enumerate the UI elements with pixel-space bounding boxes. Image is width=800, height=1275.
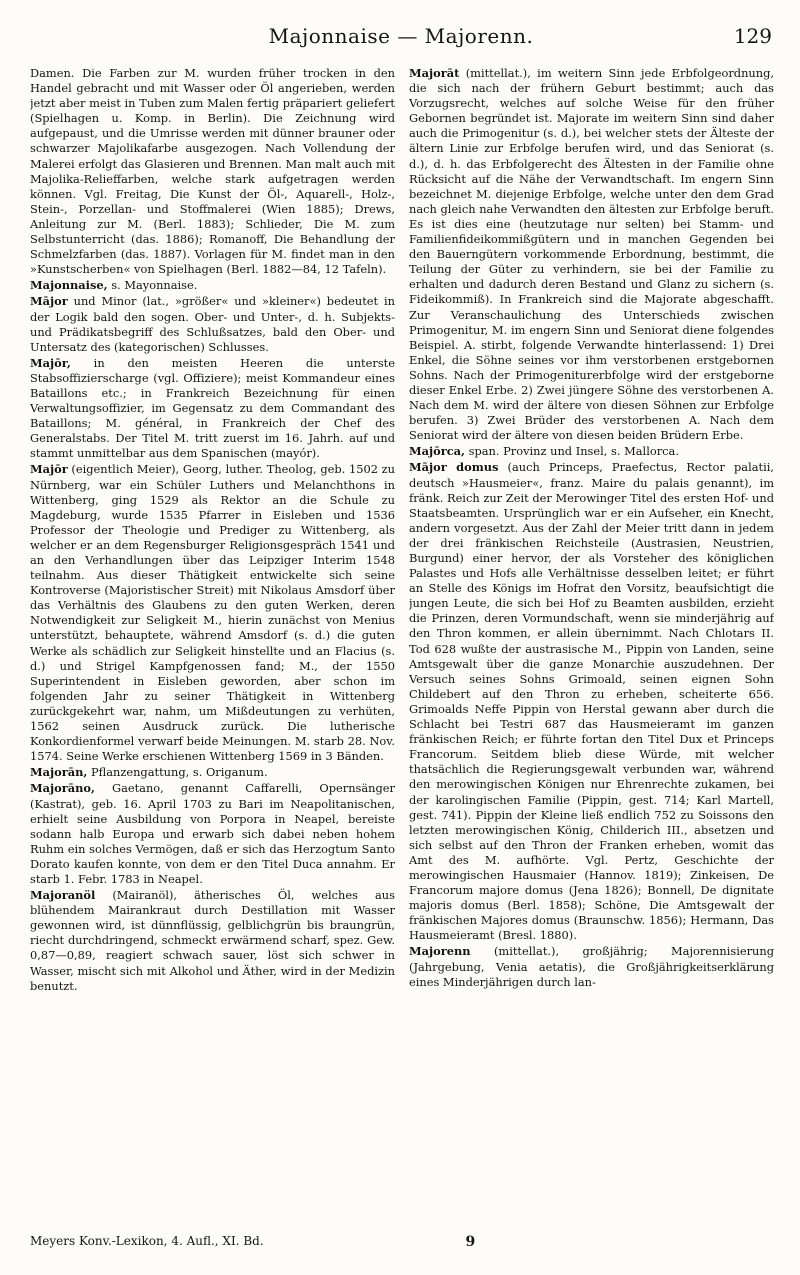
text-columns bbox=[30, 66, 774, 1216]
dictionary-entry bbox=[30, 294, 395, 354]
entry-text: (auch Princeps, Praefectus, Rector palatii, deutsch »Hausmeier«, franz. Maire du palais genannt), im fränk. Reich zur Zeit der Merowinger Titel des ersten Hof- und Staatsbeamten. Ursprünglich war er ein Aufseher, ein Knecht, andern vorgesetzt. Aus der Zahl der Meier tritt dann in jedem der drei fränkischen Reichsteile (Austrasien, Neustrien, Burgund) einer hervor, der als Vorsteher des königlichen Palastes und Hofs alle Verhältnisse desselben leitet; er führt an Stelle des Königs im Hofrat den Vorsitz, beaufsichtigt die jungen Leute, die sich bei Hof zu Beamten ausbilden, erzieht die Prinzen, deren Vormundschaft, wenn sie minderjährig auf den Thron kommen, er allein übernimmt. Nach Chlotars II. Tod 628 wußte der austrasische M., Pippin von Landen, seine Amtsgewalt über die ganze Monarchie auszudehnen. Der Versuch seines Sohns Grimoald, seinen eignen Sohn Childebert auf den Thron zu erheben, scheiterte 656. Grimoalds Neffe Pippin von Herstal gewann aber durch die Schlacht bei Testri 687 das Hausmeieramt im ganzen fränkischen Reich; er führte fortan den Titel Dux et Princeps Francorum. Seitdem blieb diese Würde, mit welcher thatsächlich die Regierungsgewalt verbunden war, während den merowingischen Königen nur Ehrenrechte zukamen, bei der karolingischen Familie (Pippin, gest. 714; Karl Martell, gest. 741). Pippin der Kleine ließ endlich 752 zu Soissons den letzten merowingischen König, Childerich III., absetzen und sich selbst auf den Thron der Franken erheben, womit das Amt des M. aufhörte. Vgl. Pertz, Geschichte der merowingischen Hausmaier (Hannov. 1819); Zinkeisen, De Francorum majore domus (Jena 1826); Bonnell, De dignitate majoris domus (Berl. 1858); Schöne, Die Amtsgewalt der fränkischen Majores domus (Braunschw. 1856); Hermann, Das Hausmeieramt (Bresl. 1880). bbox=[409, 460, 774, 943]
entry-headword: Majorān, bbox=[30, 765, 88, 780]
sheet-signature: 9 bbox=[465, 1234, 476, 1250]
dictionary-entry bbox=[409, 444, 774, 459]
entry-headword: Majorāt bbox=[409, 66, 460, 80]
page-header bbox=[30, 22, 772, 58]
entry-text: (mittellat.), großjährig; Majorennisierung (Jahrgebung, Venia aetatis), die Großjährigkeitserklärung eines Minderjährigen durch lan- bbox=[409, 944, 774, 989]
entry-text: (eigentlich Meier), Georg, luther. Theolog, geb. 1502 zu Nürnberg, war ein Schüler Luthers und Melanchthons in Wittenberg, ging 1529 als Rektor an die Schule zu Magdeburg, wurde 1535 Pfarrer in Eisleben und 1536 Professor der Theologie und Prediger zu Wittenberg, als welcher er an dem Regensburger Religionsgespräch 1541 und an den Verhandlungen über das Leipziger Interim 1548 teilnahm. Aus dieser Thätigkeit entwickelte sich seine Kontroverse (Majoristischer Streit) mit Nikolaus Amsdorf über das Verhältnis des Glaubens zu den guten Werken, deren Notwendigkeit zur Seligkeit M., hierin zunächst von Menius unterstützt, behauptete, während Amsdorf (s. d.) die guten Werke als schädlich zur Seligkeit hinstellte und an Flacius (s. d.) und Strigel Kampfgenossen fand; M., der 1550 Superintendent in Eisleben geworden, aber schon im folgenden Jahr zu seiner Thätigkeit in Wittenberg zurückgekehrt war, nahm, um Mißdeutungen zu verhüten, 1562 seinen Ausdruck zurück. Die lutherische Konkordienformel verwarf beide Meinungen. M. starb 28. Nov. 1574. Seine Werke erschienen Wittenberg 1569 in 3 Bänden. bbox=[30, 462, 395, 764]
page-number: 129 bbox=[733, 24, 772, 48]
running-title: Majonnaise — Majorenn. bbox=[268, 24, 534, 48]
dictionary-entry bbox=[30, 66, 395, 277]
left-column bbox=[30, 66, 395, 1216]
entry-headword: Majōr, bbox=[30, 355, 71, 370]
imprint-line: Meyers Konv.-Lexikon, 4. Aufl., XI. Bd. bbox=[30, 1234, 264, 1248]
entry-headword: Majōr bbox=[30, 462, 68, 477]
dictionary-entry bbox=[409, 66, 774, 443]
entry-headword: Majonnaise, bbox=[30, 278, 108, 293]
page-footer bbox=[30, 1234, 772, 1258]
entry-text: Pflanzengattung, s. Origanum. bbox=[87, 765, 268, 780]
entry-headword: Majōrca, bbox=[409, 444, 465, 459]
dictionary-entry bbox=[30, 765, 395, 780]
entry-headword: Majorāno, bbox=[30, 781, 95, 796]
entry-text: (mittellat.), im weitern Sinn jede Erbfolgeordnung, die sich nach der frühern Geburt bestimmt; auch das Vorzugsrecht, welches auf solche Weise für den früher Gebornen begründet ist. Majorate im weitern Sinn sind daher auch die Primogenitur (s. d.), bei welcher stets der Älteste der ältern Linie zur Erbfolge berufen wird, und das Seniorat (s. d.), d. h. das Erbfolgerecht des Ältesten in der Familie ohne Rücksicht auf die Nähe der Verwandtschaft. Im engern Sinn bezeichnet M. diejenige Erbfolge, welche unter den dem Grad nach gleich nahe Verwandten den ältesten zur Erbfolge beruft. Es ist dies eine (heutzutage nur selten) bei Stamm- und Familienfideikommißgütern und in manchen Gegenden bei den Bauerngütern vorkommende Erbordnung, bestimmt, die Teilung der Güter zu verhindern, sie bei der Familie zu erhalten und dadurch deren Bestand und Glanz zu sichern (s. Fideikommiß). In Frankreich sind die Majorate abgeschafft. Zur Veranschaulichung des Unterschieds zwischen Primogenitur, M. im engern Sinn und Seniorat diene folgendes Beispiel. A. stirbt, folgende Verwandte hinterlassend: 1) Drei Enkel, die Söhne seines vor ihm verstorbenen erstgebornen Sohns. Nach der Primogeniturerbfolge wird der erstgeborne dieser Enkel Erbe. 2) Zwei jüngere Söhne des verstorbenen A. Nach dem M. wird der ältere von diesen Söhnen zur Erbfolge berufen. 3) Zwei Brüder des verstorbenen A. Nach dem Seniorat wird der ältere von diesen beiden Brüdern Erbe. bbox=[409, 66, 774, 443]
entry-text: span. Provinz und Insel, s. Mallorca. bbox=[465, 444, 679, 459]
entry-text: Gaetano, genannt Caffarelli, Opernsänger (Kastrat), geb. 16. April 1703 zu Bari im Neapolitanischen, erhielt seine Ausbildung von Porpora in Neapel, bereiste sodann halb Europa und erwarb sich dabei neben hohem Ruhm ein solches Vermögen, daß er sich das Herzogtum Santo Dorato kaufen konnte, von dem er den Titel Duca annahm. Er starb 1. Febr. 1783 in Neapel. bbox=[30, 781, 395, 886]
dictionary-entry bbox=[30, 781, 395, 887]
right-column bbox=[409, 66, 774, 1216]
dictionary-entry bbox=[30, 278, 395, 293]
dictionary-entry bbox=[30, 888, 395, 994]
entry-headword: Mājor bbox=[30, 294, 68, 309]
dictionary-entry bbox=[30, 356, 395, 462]
dictionary-entry bbox=[409, 944, 774, 989]
entry-text: Damen. Die Farben zur M. wurden früher trocken in den Handel gebracht und mit Wasser oder Öl angerieben, werden jetzt aber meist in Tuben zum Malen fertig präpariert geliefert (Spielhagen u. Komp. in Berlin). Die Zeichnung wird aufgepaust, und die Umrisse werden mit dünner brauner oder schwarzer Majolikafarbe ausgezogen. Nach Vollendung der Malerei erfolgt das Glasieren und Brennen. Man malt auch mit Majolika-Relieffarben, welche stark aufgetragen werden können. Vgl. Freitag, Die Kunst der Öl-, Aquarell-, Holz-, Stein-, Porzellan- und Stoffmalerei (Wien 1885); Drews, Anleitung zur M. (Berl. 1883); Schlieder, Die M. zum Selbstunterricht (das. 1886); Romanoff, Die Behandlung der Schmelzfarben (das. 1887). Vorlagen für M. findet man in den »Kunstscherben« von Spielhagen (Berl. 1882—84, 12 Tafeln). bbox=[30, 66, 395, 277]
entry-headword: Mājor domus bbox=[409, 460, 499, 475]
entry-text: s. Mayonnaise. bbox=[107, 278, 198, 293]
entry-headword: Majoranöl bbox=[30, 888, 96, 903]
dictionary-entry bbox=[409, 460, 774, 943]
entry-headword: Majorenn bbox=[409, 944, 471, 959]
entry-text: (Mairanöl), ätherisches Öl, welches aus blühendem Mairankraut durch Destillation mit Wasser gewonnen wird, ist dünnflüssig, gelblichgrün bis braungrün, riecht durchdringend, schmeckt erwärmend scharf, spez. Gew. 0,87—0,89, reagiert schwach sauer, löst sich schwer in Wasser, mischt sich mit Alkohol und Äther, wird in der Medizin benutzt. bbox=[30, 888, 395, 993]
entry-text: und Minor (lat., »größer« und »kleiner«) bedeutet in der Logik bald den sogen. Ober- und Unter-, d. h. Subjekts- und Prädikatsbegriff des Schlußsatzes, bald den Ober- und Untersatz des (kategorischen) Schlusses. bbox=[30, 294, 395, 354]
dictionary-entry bbox=[30, 462, 395, 764]
entry-text: in den meisten Heeren die unterste Stabsoffizierscharge (vgl. Offiziere); meist Kommandeur eines Bataillons etc.; in Frankreich Bezeichnung für einen Verwaltungsoffizier, im Gegensatz zu dem Commandant des Bataillons; M. général, in Frankreich der Chef des Generalstabs. Der Titel M. tritt zuerst im 16. Jahrh. auf und stammt unmittelbar aus dem Spanischen (mayór). bbox=[30, 355, 395, 461]
